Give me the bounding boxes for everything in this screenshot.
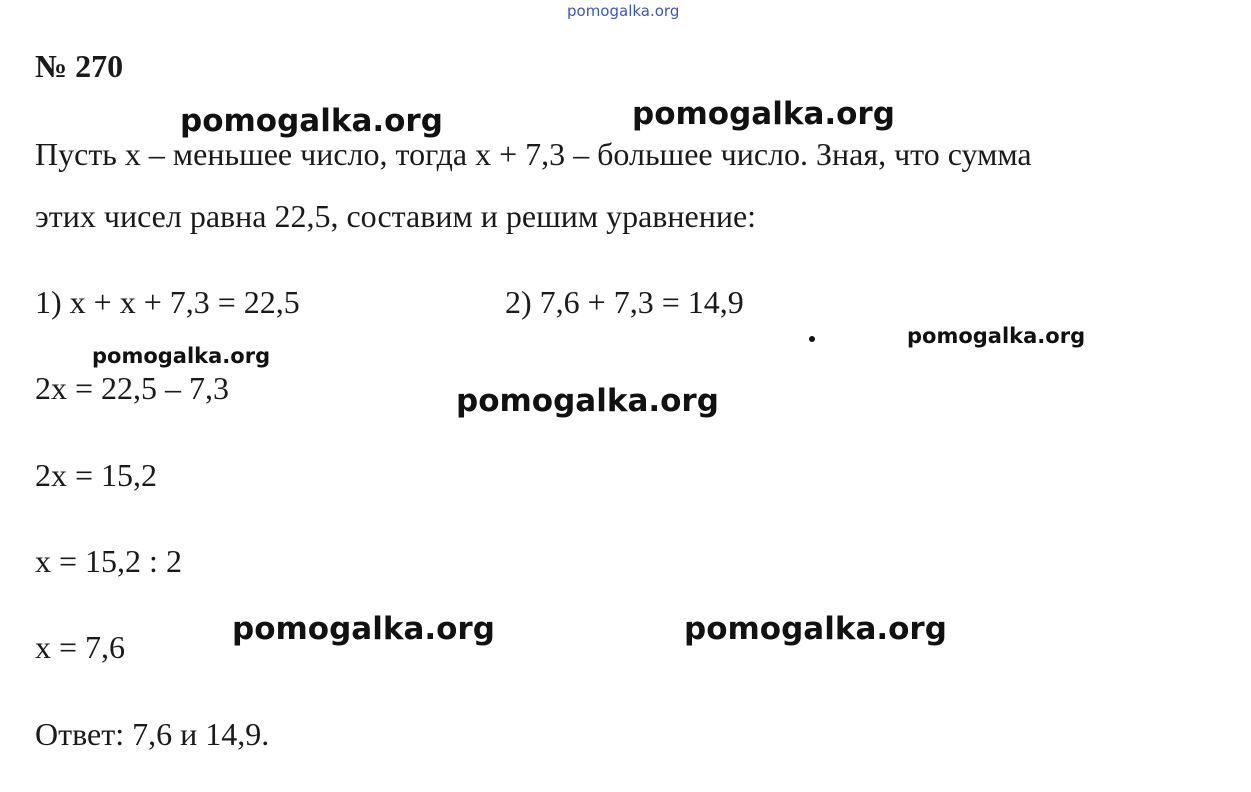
watermark: pomogalka.org: [456, 383, 719, 419]
equation-line-4: x = 7,6: [35, 629, 126, 665]
answer-line: Ответ: 7,6 и 14,9.: [35, 716, 270, 752]
step-2-calculation: 2) 7,6 + 7,3 = 14,9: [505, 284, 744, 320]
step-1-equation: 1) x + x + 7,3 = 22,5: [35, 284, 300, 320]
watermark: pomogalka.org: [632, 96, 895, 132]
equation-line-3: x = 15,2 : 2: [35, 543, 182, 579]
intro-line-2: этих чисел равна 22,5, составим и решим уравнение:: [35, 198, 757, 234]
intro-line-1: Пусть x – меньшее число, тогда x + 7,3 – большее число. Зная, что сумма: [35, 136, 1032, 172]
watermark: pomogalka.org: [180, 103, 443, 139]
watermark: pomogalka.org: [92, 344, 271, 368]
watermark: pomogalka.org: [907, 324, 1086, 348]
problem-number: № 270: [35, 48, 124, 84]
equation-line-2: 2x = 15,2: [35, 457, 158, 493]
equation-line-1: 2x = 22,5 – 7,3: [35, 370, 230, 406]
bullet-dot: [809, 336, 815, 342]
watermark: pomogalka.org: [684, 611, 947, 647]
watermark: pomogalka.org: [232, 611, 495, 647]
header-watermark: pomogalka.org: [567, 2, 680, 20]
